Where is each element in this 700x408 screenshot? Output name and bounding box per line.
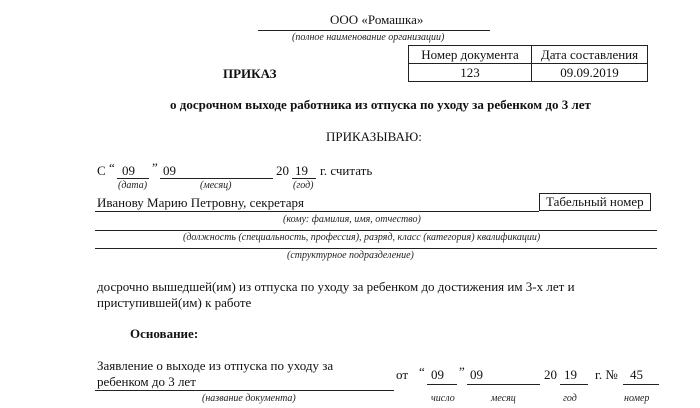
employee-unit-underline [95, 248, 657, 249]
basis-doc-line-2: ребенком до 3 лет [97, 374, 196, 389]
document-info-table [408, 45, 648, 82]
date-day-caption: (дата) [118, 180, 148, 191]
document-title: ПРИКАЗ [223, 66, 277, 81]
date-prefix: С [97, 163, 106, 178]
basis-day: 09 [431, 367, 444, 382]
basis-number-caption: номер [624, 393, 650, 404]
basis-day-underline [427, 384, 457, 385]
basis-number: 45 [630, 367, 643, 382]
employee-unit-caption: (структурное подразделение) [287, 250, 414, 261]
basis-day-caption: число [431, 393, 455, 404]
basis-year-underline [560, 384, 588, 385]
body-text-line-1: досрочно вышедшей(им) из отпуска по уходу за ребенком до достижения им 3-х лет и [97, 279, 575, 294]
basis-year-prefix: 20 [544, 367, 557, 382]
date-day: 09 [122, 163, 135, 178]
tab-number-box: Табельный номер [539, 193, 651, 211]
basis-year: 19 [564, 367, 577, 382]
body-text-line-2: приступившей(им) к работе [97, 295, 252, 310]
basis-month-underline [467, 384, 540, 385]
date-close-quote: ” [152, 160, 158, 175]
organization-caption: (полное наименование организации) [292, 32, 445, 43]
date-year: 19 [295, 163, 308, 178]
date-month-underline [160, 178, 273, 179]
document-subject: о досрочном выходе работника из отпуска по уходу за ребенком до 3 лет [170, 97, 591, 112]
date-month: 09 [163, 163, 176, 178]
order-word: ПРИКАЗЫВАЮ: [326, 129, 422, 144]
basis-from: от [396, 367, 409, 382]
date-year-underline [292, 178, 316, 179]
basis-close-quote: ” [459, 364, 465, 379]
date-month-caption: (месяц) [200, 180, 232, 191]
basis-number-label: г. № [595, 367, 618, 382]
date-day-underline [117, 178, 149, 179]
organization-name: ООО «Ромашка» [330, 12, 424, 27]
doc-date-value: 09.09.2019 [532, 64, 648, 82]
basis-month: 09 [470, 367, 483, 382]
doc-number-header: Номер документа [409, 46, 532, 64]
date-open-quote: “ [109, 160, 115, 175]
employee-name-caption: (кому: фамилия, имя, отчество) [283, 214, 421, 225]
employee-position-underline [95, 230, 657, 231]
basis-doc-underline [95, 390, 394, 391]
basis-doc-caption: (название документа) [202, 393, 296, 404]
basis-month-caption: месяц [491, 393, 516, 404]
date-year-prefix: 20 [276, 163, 289, 178]
doc-number-value: 123 [409, 64, 532, 82]
date-suffix: г. считать [320, 163, 373, 178]
employee-name: Иванову Марию Петровну, секретаря [97, 195, 304, 210]
employee-position-caption: (должность (специальность, профессия), разряд, класс (категория) квалификации) [183, 232, 541, 243]
organization-underline [258, 30, 490, 31]
doc-date-header: Дата составления [532, 46, 648, 64]
basis-open-quote: “ [419, 364, 425, 379]
employee-name-underline [95, 211, 539, 212]
basis-year-caption: год [563, 393, 577, 404]
date-year-caption: (год) [293, 180, 314, 191]
basis-label: Основание: [130, 326, 199, 341]
basis-number-underline [623, 384, 659, 385]
basis-doc-line-1: Заявление о выходе из отпуска по уходу за [97, 358, 334, 373]
